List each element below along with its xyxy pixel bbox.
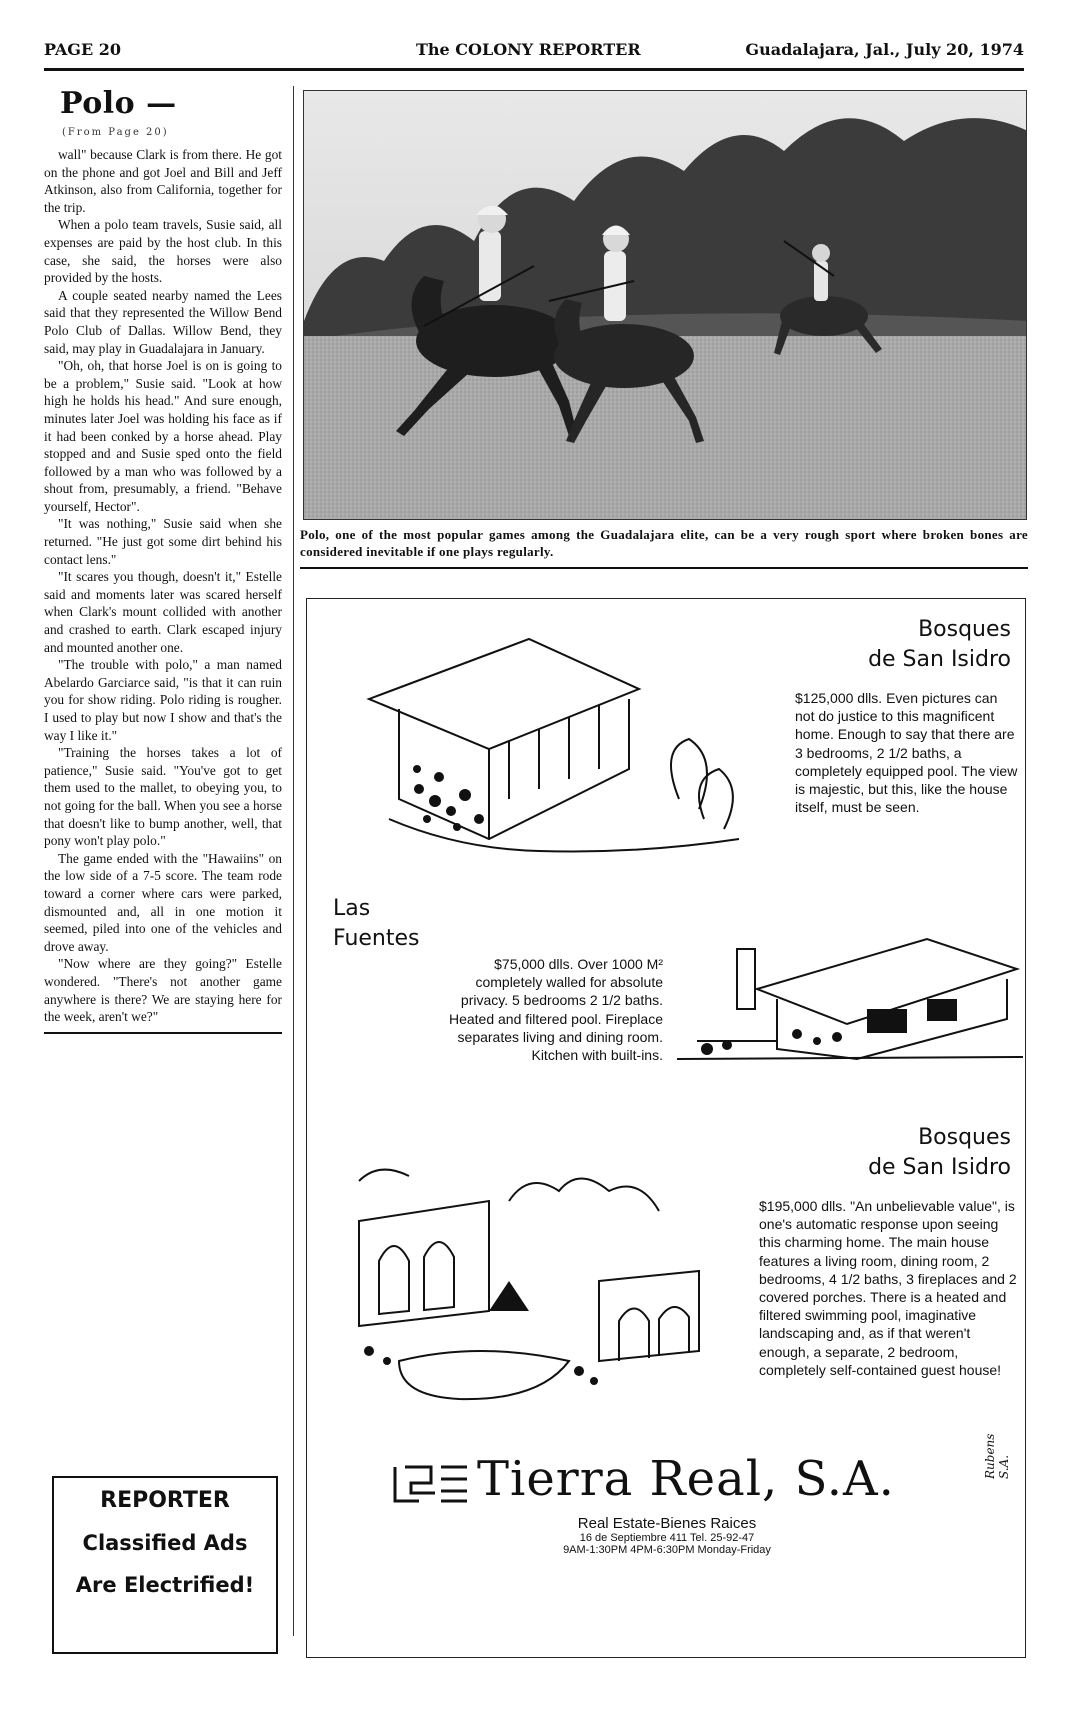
house-illustration <box>339 1161 739 1411</box>
caption-rule <box>300 567 1028 569</box>
article-column <box>44 86 282 1034</box>
article-paragraph: "It scares you though, doesn't it," Estelle said and moments later was scared herself when Clark's mount collided with another and crashed to earth. Clark escaped injury and mounted another one. <box>44 569 282 655</box>
listing-description: $75,000 dlls. Over 1000 M² completely walled for absolute privacy. 5 bedrooms 2 1/2 baths. Heated and filtered pool. Fireplace separates living and dining room. Kitchen with built-ins. <box>448 956 663 1064</box>
column-divider <box>293 86 294 1636</box>
listing-title-line: de San Isidro <box>868 647 1011 672</box>
column-end-rule <box>44 1032 282 1034</box>
agency-tagline: Real Estate-Bienes Raices <box>577 1515 757 1532</box>
dateline: Guadalajara, Jal., July 20, 1974 <box>745 40 1024 59</box>
photo-caption: Polo, one of the most popular games among the Guadalajara elite, can be a very rough sport where broken bones are considered inevitable if one plays regularly. <box>300 527 1028 559</box>
article-paragraph: "Training the horses takes a lot of patience," Susie said. "You've got to get them used to the mallet, to obeying you, to not going for the ball. When you see a horse that doesn't like to bump another, well, that pony won't play polo." <box>44 745 282 849</box>
polo-photo <box>303 90 1027 520</box>
real-estate-ad <box>306 598 1026 1658</box>
agency-address: 16 de Septiembre 411 Tel. 25-92-47 <box>579 1532 755 1544</box>
house-illustration <box>677 909 1023 1069</box>
article-paragraph: The game ended with the "Hawaiins" on the low side of a 7-5 score. The team rode toward a corner where cars were parked, dismounted and, all in one motion it seemed, piled into one of the vehicles and drove away. <box>44 850 282 954</box>
listing-title <box>868 1123 1011 1183</box>
listing-title <box>868 615 1011 675</box>
brand-name: Tierra Real, S.A. <box>477 1451 895 1507</box>
classified-ads-box <box>52 1476 278 1654</box>
article-paragraph: wall" because Clark is from there. He got on the phone and got Joel and Bill and Jeff Atkinson, also from California, together for the trip. <box>44 147 282 215</box>
article-paragraph: "It was nothing," Susie said when she returned. "He just got some dirt behind his contact lens." <box>44 516 282 567</box>
listing-title-line: de San Isidro <box>868 1155 1011 1180</box>
article-paragraph: "The trouble with polo," a man named Abelardo Garciarce said, "is that it can ruin you for show riding. Polo riding is rougher. I used to play but now I show and that's the way I like it." <box>44 657 282 743</box>
listing-description: $195,000 dlls. "An unbelievable value", is one's automatic response upon seeing this charming home. The main house features a living room, dining room, 2 bedrooms, 4 1/2 baths, 3 fireplaces and 2 covered porches. There is a heated and filtered swimming pool, imaginative landscaping and, as if that weren't enough, a separate, 2 bedroom, completely self-contained guest house! <box>759 1198 1017 1378</box>
masthead-rule <box>44 68 1024 71</box>
classified-line: Classified Ads <box>82 1531 248 1555</box>
continued-from: (From Page 20) <box>62 127 169 138</box>
classified-title: REPORTER <box>100 1488 230 1513</box>
article-paragraph: When a polo team travels, Susie said, all expenses are paid by the host club. In this case, she said, the horses were also provided by the hosts. <box>44 217 282 286</box>
listing-title-line: Bosques <box>918 1125 1011 1150</box>
newspaper-title: The COLONY REPORTER <box>416 40 641 59</box>
artist-signature: Rubens S.A. <box>983 1433 1011 1479</box>
page-number: PAGE 20 <box>44 40 121 59</box>
agency-hours: 9AM-1:30PM 4PM-6:30PM Monday-Friday <box>563 1544 771 1556</box>
listing-title-line: Las <box>333 896 371 921</box>
article-headline: Polo — <box>60 86 177 121</box>
tierra-real-logo <box>391 1459 471 1509</box>
listing-title-line: Bosques <box>918 617 1011 642</box>
article-paragraph: "Now where are they going?" Estelle wondered. "There's not another game anywhere is there? We are staying here for the week, aren't we?" <box>44 956 282 1025</box>
listing-description: $125,000 dlls. Even pictures can not do justice to this magnificent home. Enough to say that there are 3 bedrooms, 2 1/2 baths, a completely equipped pool. The view is majestic, but this, like the house itself, must be seen. <box>795 690 1018 816</box>
classified-line: Are Electrified! <box>75 1573 255 1597</box>
article-paragraph: A couple seated nearby named the Lees said that they represented the Willow Bend Polo Club of Dallas. Willow Bend, they said, may play in Guadalajara in January. <box>44 287 282 356</box>
polo-photo-image <box>304 91 1027 520</box>
house-illustration <box>339 619 759 869</box>
listing-title-line: Fuentes <box>333 926 420 951</box>
listing-title <box>333 894 420 954</box>
article-paragraph: "Oh, oh, that horse Joel is on is going to be a problem," Susie said. "Look at how high he holds his head." And sure enough, minutes later Joel was holding his face as if it had been conked by a horse ahead. Play stopped and and Susie sped onto the field followed by a man who was followed by a shout from, presumably, a friend. "Behave yourself, Hector". <box>44 358 282 514</box>
agency-contact <box>467 1515 867 1556</box>
article-body <box>44 146 282 1026</box>
masthead <box>44 40 1024 68</box>
